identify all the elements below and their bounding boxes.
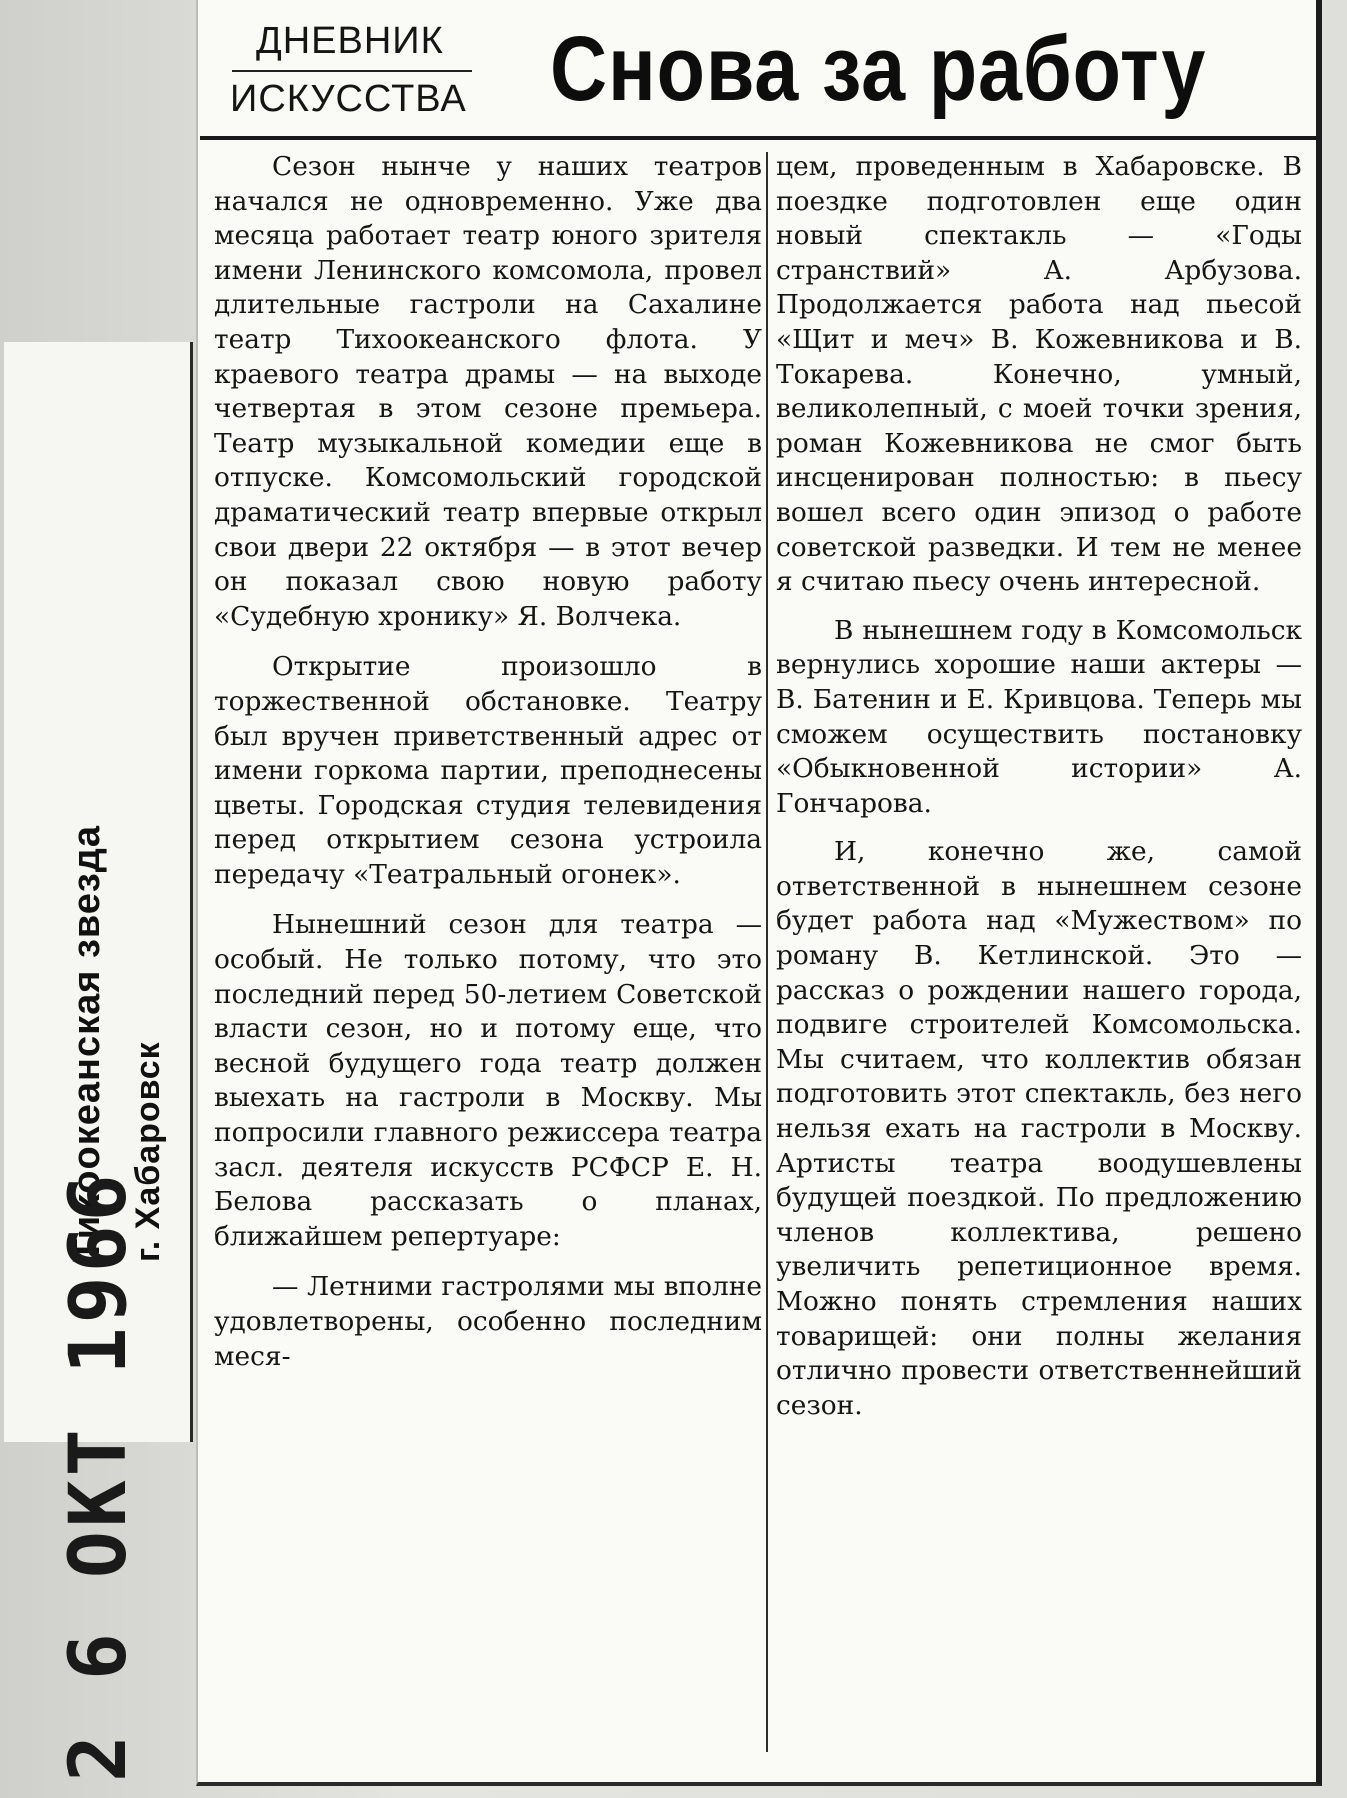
paragraph: Нынешний сезон для театра — особый. Не только потому, что это последний перед 50-летием Советской власти сезон, но и потому еще, что весной будущего года театр должен выехать на гастроли в Москву. Мы попросили главного режиссера театра засл. деятеля искусств РСФСР Е. Н. Белова рассказать о планах, ближайшем репертуаре: [214,909,762,1252]
paragraph-continued: цем, проведенным в Хабаровске. В поездке подготовлен еще один новый спектакль — «Годы странствий» А. Арбузова. Продолжается работа над пьесой «Щит и меч» В. Кожевникова и В. Токарева. Конечно, умный, великолепный, с моей точки зрения, роман Кожевникова не смог быть инсценирован полностью: в пьесу вошел всего один эпизод о работе советской разведки. И тем не менее я считаю пьесу очень интересной. [776,151,1302,598]
source-stamp-strip [4,342,193,1782]
paragraph: Открытие произошло в торжественной обстановке. Театру был вручен приветственный адрес от имени горкома партии, преподнесены цветы. Городская студия телевидения перед открытием сезона устроила передачу «Театральный огонек». [214,651,762,890]
rubric-rule [232,70,472,72]
paragraph: — Летними гастролями мы вполне удовлетворены, особенно последним меся- [214,1271,762,1372]
article-column-right [776,150,1302,1437]
source-newspaper-name: Тихоокеанская звезда [66,824,108,1262]
column-divider [766,152,768,1752]
newspaper-clipping [196,0,1322,1786]
paragraph: Сезон нынче у наших театров начался не одновременно. Уже два месяца работает театр юного зрителя имени Ленинского комсомола, провел длительные гастроли на Сахалине театр Тихоокеанского флота. У краевого театра драмы — на выходе четвертая в этом сезоне премьера. Театр музыкальной комедии еще в отпуске. Комсомольский городской драматический театр впервые открыл свои двери 22 октября — в этот вечер он показал свою новую работу «Судебную хронику» Я. Волчека. [214,151,762,632]
rubric-line-2: ИСКУССТВА [230,78,467,120]
article-column-left [214,150,762,1390]
rubric-line-1: ДНЕВНИК [256,20,444,62]
stamp-date-text: 2 6 ОКТ 1966 [54,1170,144,1782]
source-city: г. Хабаровск [128,1041,167,1262]
paragraph: И, конечно же, самой ответственной в нынешнем сезоне будет работа над «Мужеством» по роману В. Кетлинской. Это — рассказ о рождении нашего города, подвиге строителей Комсомольска. Мы считаем, что коллектив обязан подготовить этот спектакль, без него нельзя ехать на гастроли в Москву. Артисты театра воодушевлены будущей поездкой. По предложению членов коллектива, решено увеличить репетиционное время. Можно понять стремления наших товарищей: они полны желания отлично провести ответственнейший сезон. [776,836,1302,1421]
headline-rule [200,136,1316,140]
article-headline: Снова за работу [550,18,1207,120]
paragraph: В нынешнем году в Комсомольск вернулись хорошие наши актеры — В. Батенин и Е. Кривцова. Теперь мы сможем осуществить постановку «Обыкновенной истории» А. Гончарова. [776,614,1302,819]
rubric [226,12,467,128]
